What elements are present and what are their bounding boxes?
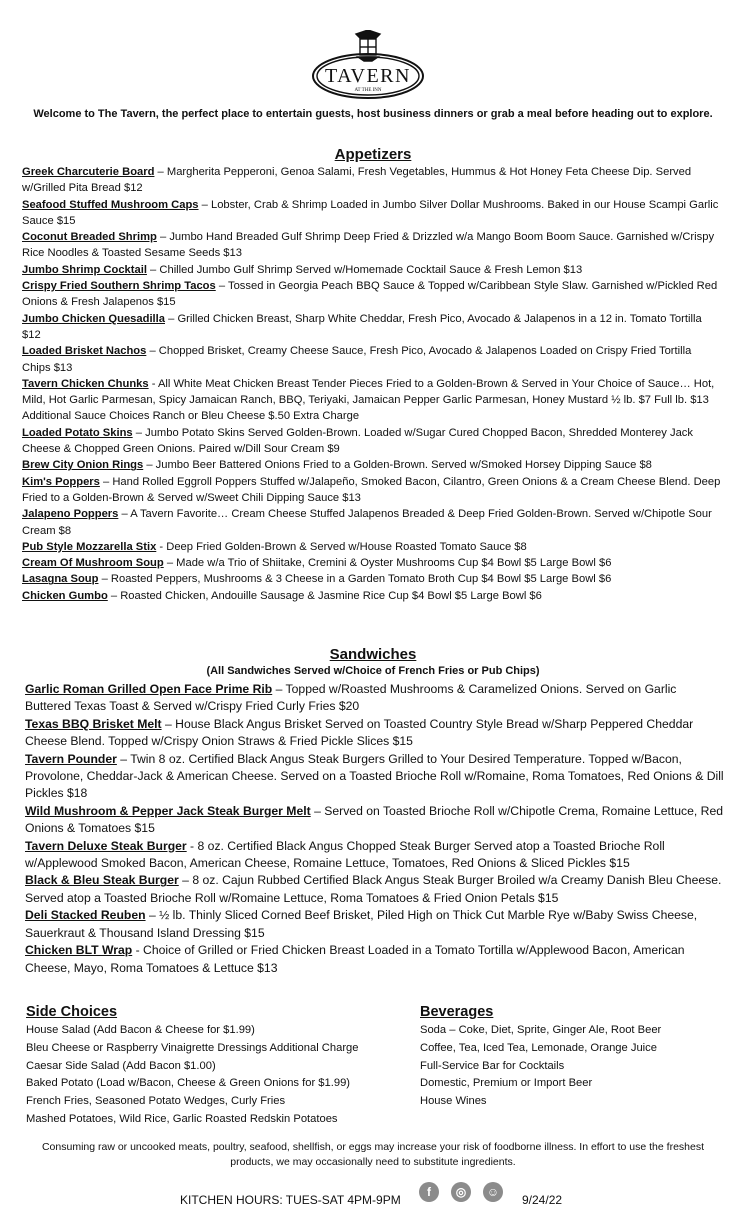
beverage-item: House Wines (420, 1095, 487, 1108)
menu-item-name: Seafood Stuffed Mushroom Caps (22, 198, 199, 211)
menu-item (25, 942, 725, 977)
menu-item (25, 872, 725, 907)
disclaimer: Consuming raw or uncooked meats, poultry, seafood, shellfish, or eggs may increase your risk of foodborne illness. In effort to use the freshest products, we may occasionally need to substitute ingredients. (41, 1141, 705, 1168)
menu-item-description: – Hand Rolled Eggroll Poppers Stuffed w/Jalapeño, Smoked Bacon, Cilantro, Green Onions & a Cream Cheese Blend. Deep Fried to a Golden-Brown & Served w/Sweet Chili Dipping Sauce $13 (22, 475, 721, 504)
sandwiches-heading: Sandwiches (329, 646, 417, 663)
side-choices (26, 1002, 359, 1129)
tavern-logo (310, 30, 426, 102)
logo-tagline: AT THE INN (354, 88, 382, 93)
menu-item-name: Cream Of Mushroom Soup (22, 557, 164, 570)
menu-item-description: – Roasted Peppers, Mushrooms & 3 Cheese in a Garden Tomato Broth Cup $4 Bowl $5 Large Bowl $6 (98, 573, 612, 586)
menu-item (22, 571, 722, 587)
beverages (420, 1002, 661, 1111)
menu-item (22, 425, 722, 458)
menu-item-description: – Roasted Chicken, Andouille Sausage & Jasmine Rice Cup $4 Bowl $5 Large Bowl $6 (107, 589, 542, 602)
menu-item-description: – Twin 8 oz. Certified Black Angus Steak Burgers Grilled to Your Desired Temperature. Topped w/Bacon, Provolone, Cheddar-Jack & American Cheese. Served on a Toasted Brioche Roll w/Romaine, Roma Tomatoes, Red Onions & Dill Pickles $18 (25, 751, 724, 801)
menu-item-name: Texas BBQ Brisket Melt (25, 716, 162, 731)
menu-item-name: Black & Bleu Steak Burger (25, 873, 179, 888)
menu-item (22, 278, 722, 311)
menu-item (22, 555, 722, 571)
menu-item-name: Wild Mushroom & Pepper Jack Steak Burger Melt (25, 803, 311, 818)
side-item: French Fries, Seasoned Potato Wedges, Curly Fries (26, 1095, 286, 1108)
menu-item-name: Tavern Pounder (25, 751, 117, 766)
menu-item-name: Deli Stacked Reuben (25, 908, 146, 923)
menu-item-description: – Served on Toasted Brioche Roll w/Chipotle Crema, Romaine Lettuce, Red Onions & Tomatoes $15 (25, 803, 724, 836)
menu-item-name: Tavern Chicken Chunks (22, 377, 149, 390)
menu-item-name: Loaded Potato Skins (22, 426, 133, 439)
menu-item (25, 751, 725, 803)
menu-item-name: Lasagna Soup (22, 573, 99, 586)
menu-item-description: - Deep Fried Golden-Brown & Served w/House Roasted Tomato Sauce $8 (156, 540, 527, 553)
side-item: Caesar Side Salad (Add Bacon $1.00) (26, 1059, 216, 1072)
menu-item-description: – Jumbo Potato Skins Served Golden-Brown. Loaded w/Sugar Cured Chopped Bacon, Shredded Monterey Jack Cheese & Chopped Green Onions. Paired w/Dill Sour Cream $9 (22, 426, 693, 456)
menu-item-name: Pub Style Mozzarella Stix (22, 540, 157, 553)
side-item: Mashed Potatoes, Wild Rice, Garlic Roasted Redskin Potatoes (26, 1112, 338, 1125)
menu-item (22, 343, 722, 376)
menu-item-description: - All White Meat Chicken Breast Tender Pieces Fried to a Golden-Brown & Served in Your Choice of Sauce… Hot, Mild, Hot Garlic Parmesan, Spicy Jamaican Ranch, BBQ, Teriyaki, Jamaican Pepper Garlic Parmesan, Honey Mustard ½ lb. $7 Full lb. $13 Additional Sauce Choices Ranch or Bleu Cheese $.50 Extra Charge (22, 377, 715, 423)
menu-item (22, 539, 722, 555)
side-choices-heading: Side Choices (26, 1004, 118, 1020)
beverage-item: Coffee, Tea, Iced Tea, Lemonade, Orange Juice (420, 1041, 657, 1054)
beverage-item: Full-Service Bar for Cocktails (420, 1059, 565, 1072)
beverages-heading: Beverages (420, 1004, 494, 1020)
menu-item-name: Greek Charcuterie Board (22, 166, 155, 178)
beverage-item: Soda – Coke, Diet, Sprite, Ginger Ale, Root Beer (420, 1024, 662, 1036)
menu-item-name: Coconut Breaded Shrimp (22, 231, 157, 244)
menu-item-description: – Chilled Jumbo Gulf Shrimp Served w/Homemade Cocktail Sauce & Fresh Lemon $13 (146, 263, 583, 276)
kitchen-hours: KITCHEN HOURS: TUES-SAT 4PM-9PM (180, 1193, 401, 1207)
sandwiches-subtitle: (All Sandwiches Served w/Choice of French Fries or Pub Chips) (206, 665, 540, 677)
menu-item-description: - Choice of Grilled or Fried Chicken Breast Loaded in a Tomato Tortilla w/Applewood Bacon, American Cheese, Mayo, Roma Tomatoes & Lettuce $13 (25, 943, 685, 975)
menu-item-name: Chicken Gumbo (22, 589, 108, 602)
menu-item-name: Jumbo Chicken Quesadilla (22, 312, 165, 325)
menu-item-description: – Topped w/Roasted Mushrooms & Caramelized Onions. Served on Garlic Buttered Texas Toast & Served w/Crispy Fried Curly Fries $20 (25, 682, 677, 714)
menu-item (22, 262, 722, 278)
beverage-item: Domestic, Premium or Import Beer (420, 1077, 593, 1090)
menu-item (22, 229, 722, 262)
sandwiches-list (25, 681, 725, 977)
menu-item (25, 803, 725, 838)
menu-item-name: Tavern Deluxe Steak Burger (25, 838, 187, 853)
menu-item (22, 474, 722, 507)
menu-item (25, 716, 725, 751)
menu-item-description: – Jumbo Beer Battered Onions Fried to a Golden-Brown. Served w/Smoked Horsey Dipping Sauce $8 (143, 459, 652, 472)
menu-item (25, 681, 725, 716)
menu-item-name: Crispy Fried Southern Shrimp Tacos (22, 280, 216, 293)
menu-item-description: – 8 oz. Cajun Rubbed Certified Black Angus Steak Burger Broiled w/a Creamy Danish Bleu Cheese. Served atop a Toasted Brioche Roll w/Romaine Lettuce, Roma Tomatoes & Fried Onion Petals $15 (25, 873, 722, 905)
menu-item-name: Loaded Brisket Nachos (22, 345, 147, 358)
menu-item (25, 838, 725, 873)
menu-item (22, 164, 722, 197)
appetizers-heading: Appetizers (334, 146, 412, 163)
menu-item (22, 197, 722, 230)
side-item: Baked Potato (Load w/Bacon, Cheese & Green Onions for $1.99) (26, 1077, 351, 1090)
instagram-icon[interactable]: ◎ (451, 1182, 471, 1202)
menu-item-description: – Made w/a Trio of Shiitake, Cremini & Oyster Mushrooms Cup $4 Bowl $5 Large Bowl $6 (163, 557, 612, 570)
menu-item (22, 588, 722, 604)
menu-item-description: – Margherita Pepperoni, Genoa Salami, Fresh Vegetables, Hummus & Hot Honey Feta Cheese Dip. Served w/Grilled Pita Bread $12 (22, 166, 692, 195)
logo-wordmark: TAVERN (325, 65, 411, 87)
menu-item-description: – Lobster, Crab & Shrimp Loaded in Jumbo Silver Dollar Mushrooms. Baked in our House Scampi Garlic Sauce $15 (22, 198, 719, 227)
menu-date: 9/24/22 (522, 1193, 563, 1207)
menu-item-name: Chicken BLT Wrap (25, 943, 133, 958)
menu-item-description: – ½ lb. Thinly Sliced Corned Beef Brisket, Piled High on Thick Cut Marble Rye w/Baby Swiss Cheese, Sauerkraut & Thousand Island Dressing $15 (25, 908, 698, 940)
menu-item (25, 907, 725, 942)
side-item: Bleu Cheese or Raspberry Vinaigrette Dressings Additional Charge (26, 1041, 359, 1054)
menu-item (22, 506, 722, 539)
menu-item-description: – Chopped Brisket, Creamy Cheese Sauce, Fresh Pico, Avocado & Jalapenos Loaded on Crispy Fried Tortilla Chips $13 (22, 345, 692, 374)
menu-item-description: – House Black Angus Brisket Served on Toasted Country Style Bread w/Sharp Peppered Cheddar Cheese Blend. Topped w/Crispy Onion Straws & Fried Pickle Slices $15 (25, 716, 694, 749)
appetizers-list (22, 164, 722, 604)
menu-item-description: - 8 oz. Certified Black Angus Chopped Steak Burger Served atop a Toasted Brioche Roll w/Applewood Smoked Bacon, American Cheese, Romaine Lettuce, Tomatoes, Red Onions & Sliced Pickles $15 (25, 838, 665, 871)
menu-item-name: Kim's Poppers (22, 475, 100, 488)
menu-item-description: – Jumbo Hand Breaded Gulf Shrimp Deep Fried & Drizzled w/a Mango Boom Boom Sauce. Garnished w/Crispy Rice Noodles & Toasted Sesame Seeds $13 (22, 231, 715, 260)
menu-item-name: Garlic Roman Grilled Open Face Prime Rib (25, 682, 273, 696)
welcome-text: Welcome to The Tavern, the perfect place to entertain guests, host business dinners or grab a meal before heading out to explore. (33, 108, 713, 120)
side-item: House Salad (Add Bacon & Cheese for $1.99) (26, 1024, 255, 1036)
menu-item (22, 376, 722, 425)
snapchat-icon[interactable]: ☺ (483, 1182, 503, 1202)
menu-item-name: Jalapeno Poppers (22, 508, 119, 521)
menu-item-name: Jumbo Shrimp Cocktail (22, 263, 147, 276)
menu-item (22, 311, 722, 344)
facebook-icon[interactable]: f (419, 1182, 439, 1202)
menu-item-name: Brew City Onion Rings (22, 459, 144, 472)
menu-item-description: – Grilled Chicken Breast, Sharp White Cheddar, Fresh Pico, Avocado & Jalapenos in a 12 in. Tomato Tortilla $12 (22, 312, 702, 341)
menu-item-description: – A Tavern Favorite… Cream Cheese Stuffed Jalapenos Breaded & Deep Fried Golden-Brown. Served w/Chipotle Sour Cream $8 (22, 508, 712, 537)
menu-item-description: – Tossed in Georgia Peach BBQ Sauce & Topped w/Caribbean Style Slaw. Garnished w/Pickled Red Onions & Fresh Jalapenos $15 (22, 280, 718, 309)
menu-item (22, 457, 722, 473)
